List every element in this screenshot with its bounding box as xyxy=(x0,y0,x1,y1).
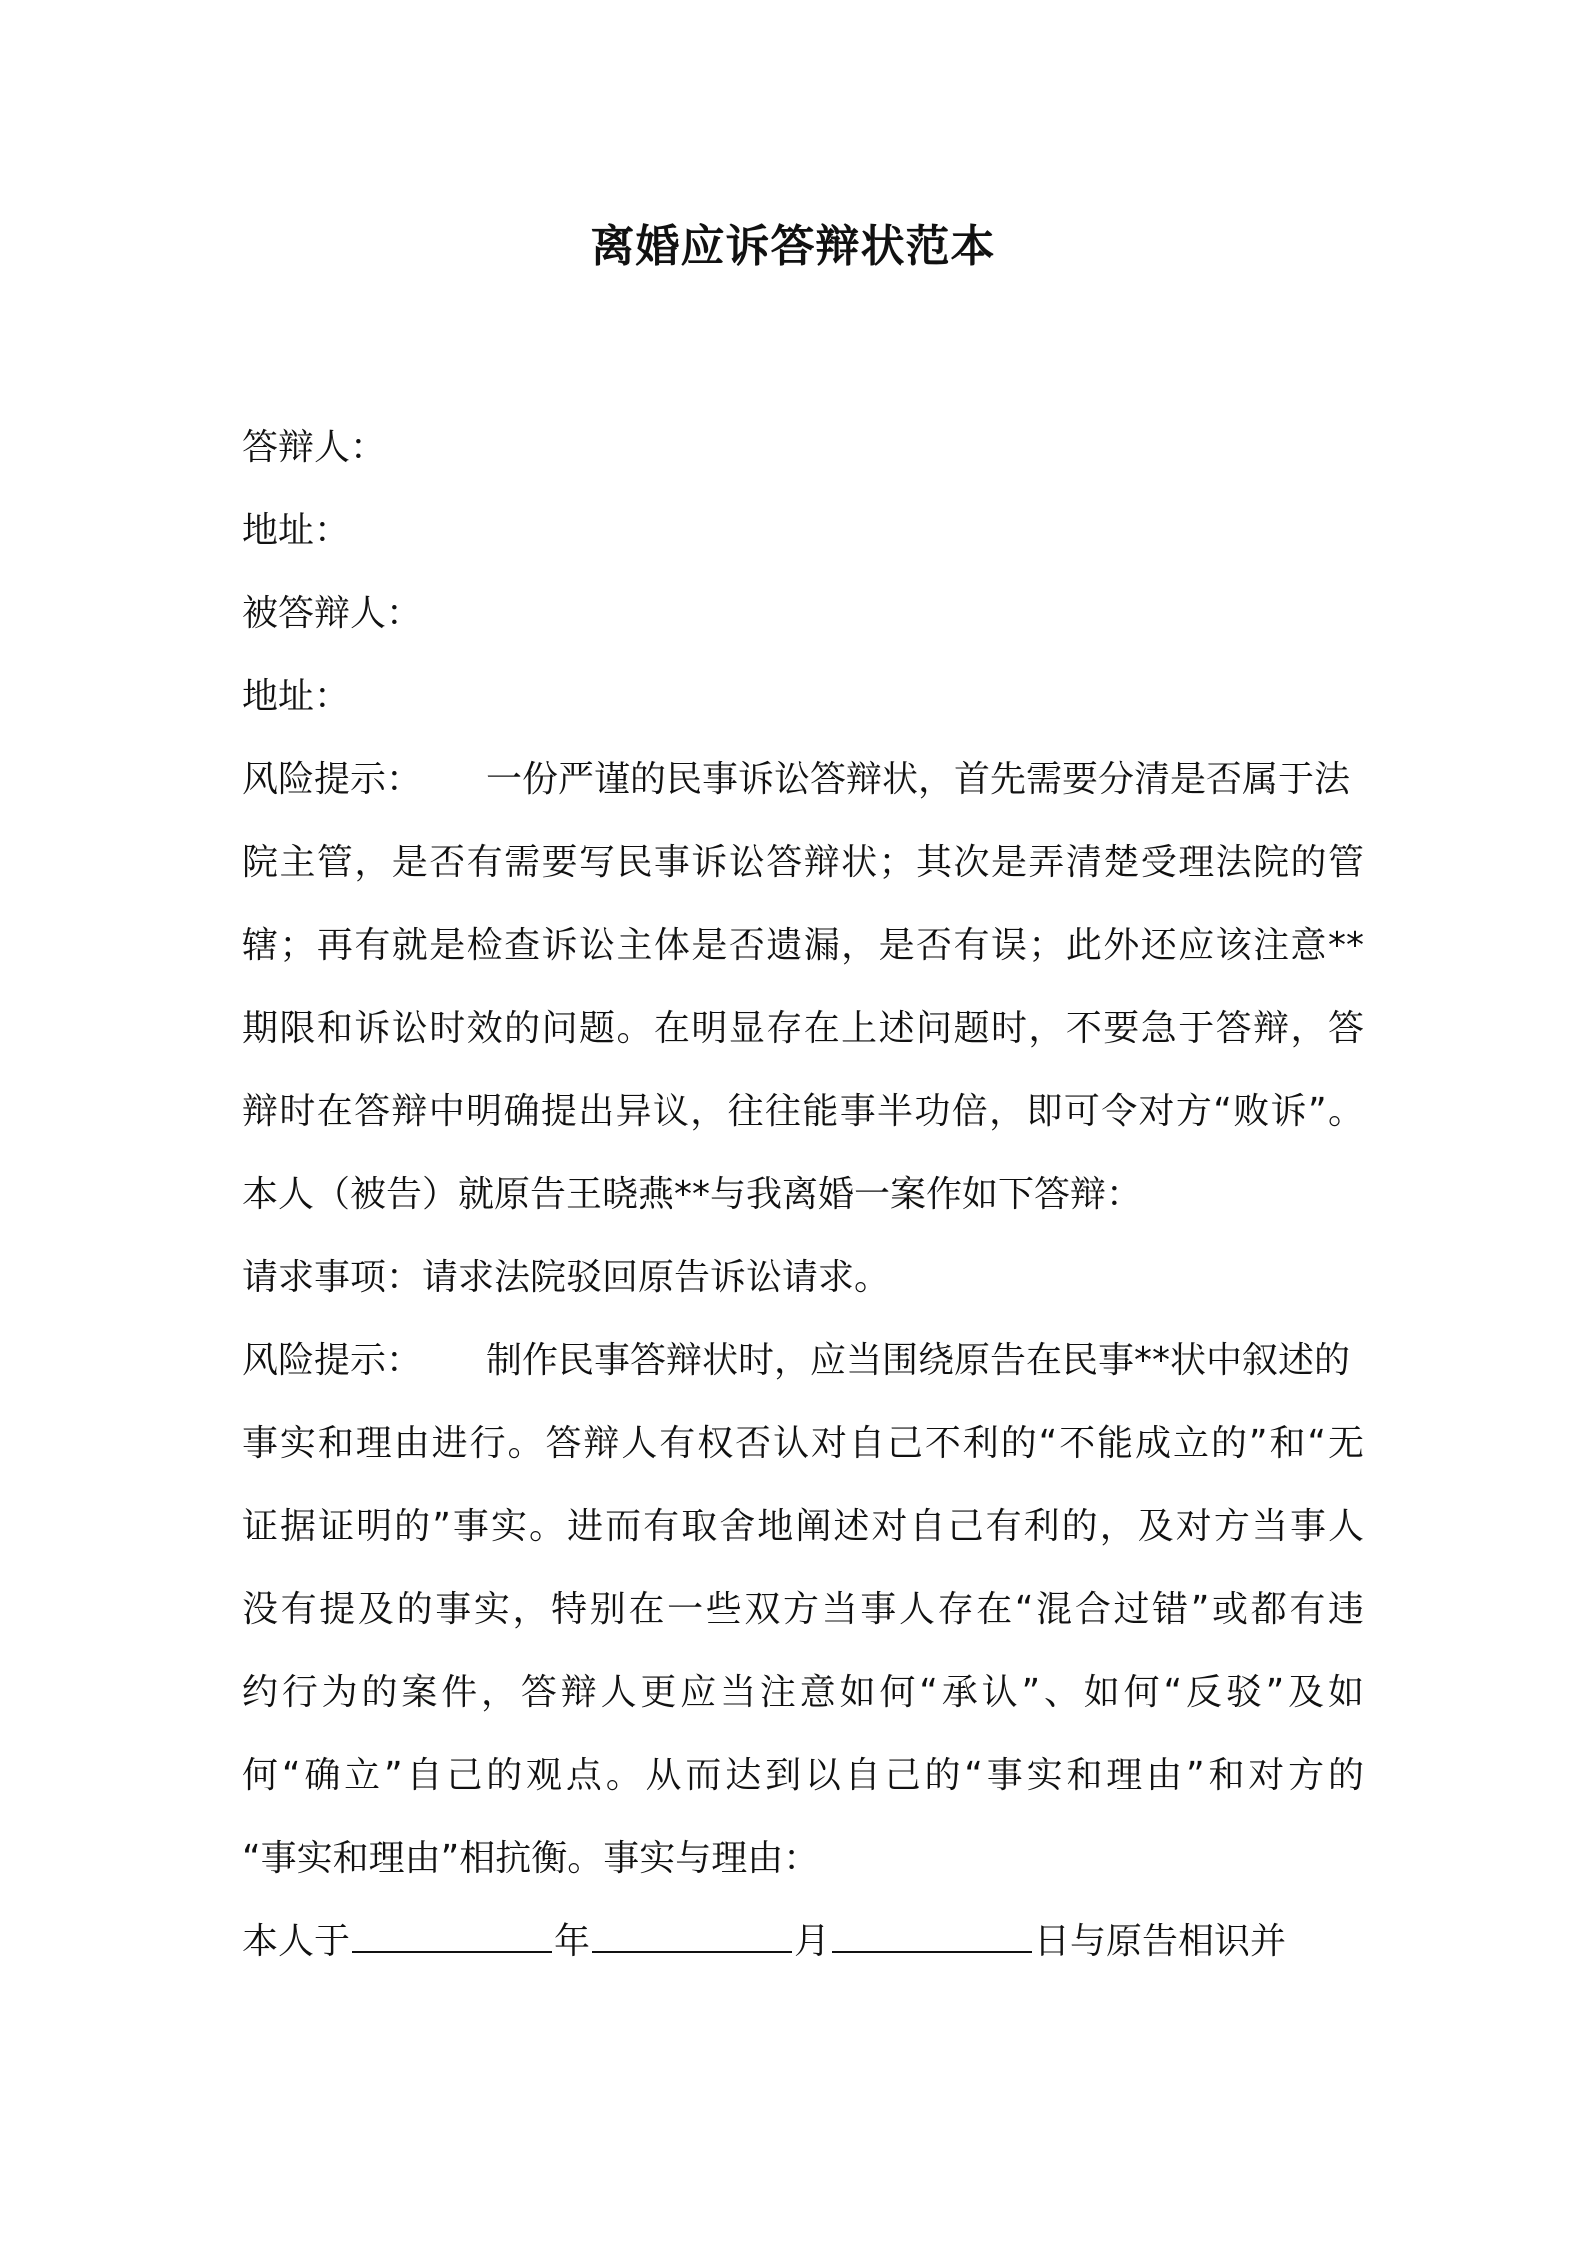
risk-tip-1-text: 一份严谨的民事诉讼答辩状，首先需要分清是否属于法 xyxy=(486,759,1351,800)
risk-tip-2-line-3: 证据证明的”事实。进而有取舍地阐述对自己有利的，及对方当事人 xyxy=(242,1506,1364,1547)
defendant-field: 答辩人： xyxy=(242,427,387,468)
day-blank[interactable] xyxy=(832,1921,1032,1953)
month-blank[interactable] xyxy=(592,1921,792,1953)
risk-tip-1-line-2: 院主管，是否有需要写民事诉讼答辩状；其次是弄清楚受理法院的管 xyxy=(242,842,1364,883)
year-label: 年 xyxy=(554,1921,591,1962)
risk-tip-2-line-7: “事实和理由”相抗衡。事实与理由： xyxy=(242,1838,820,1879)
defendant-address-field: 地址： xyxy=(242,510,351,551)
risk-tip-2-line-6: 何“确立”自己的观点。从而达到以自己的“事实和理由”和对方的 xyxy=(242,1755,1364,1796)
risk-tip-1-line-1 xyxy=(242,738,1364,821)
risk-tip-1-line-5: 辩时在答辩中明确提出异议，往往能事半功倍，即可令对方“败诉”。 xyxy=(242,1091,1364,1132)
month-label: 月 xyxy=(794,1921,831,1962)
date-prefix: 本人于 xyxy=(242,1921,351,1962)
plaintiff-address-field: 地址： xyxy=(242,676,351,717)
risk-tip-1-label: 风险提示： xyxy=(242,759,423,800)
risk-tip-2-text: 制作民事答辩状时，应当围绕原告在民事**状中叙述的 xyxy=(486,1340,1351,1381)
document-title: 离婚应诉答辩状范本 xyxy=(590,221,996,272)
date-suffix: 日与原告相识并 xyxy=(1034,1921,1287,1962)
risk-tip-2-line-4: 没有提及的事实，特别在一些双方当事人存在“混合过错”或都有违 xyxy=(242,1589,1364,1630)
risk-tip-1-line-3: 辖；再有就是检查诉讼主体是否遗漏，是否有误；此外还应该注意** xyxy=(242,925,1364,966)
year-blank[interactable] xyxy=(352,1921,552,1953)
date-line xyxy=(242,1900,1364,1983)
plaintiff-field: 被答辩人： xyxy=(242,593,423,634)
risk-tip-2-line-2: 事实和理由进行。答辩人有权否认对自己不利的“不能成立的”和“无 xyxy=(242,1423,1364,1464)
risk-tip-2-label: 风险提示： xyxy=(242,1340,423,1381)
risk-tip-2-line-1 xyxy=(242,1319,1364,1402)
statement-line: 本人（被告）就原告王晓燕**与我离婚一案作如下答辩： xyxy=(242,1174,1143,1215)
risk-tip-2-line-5: 约行为的案件，答辩人更应当注意如何“承认”、如何“反驳”及如 xyxy=(242,1672,1364,1713)
risk-tip-1-line-4: 期限和诉讼时效的问题。在明显存在上述问题时，不要急于答辩，答 xyxy=(242,1008,1364,1049)
document-body xyxy=(242,406,1364,1983)
request-line: 请求事项：请求法院驳回原告诉讼请求。 xyxy=(242,1257,891,1298)
